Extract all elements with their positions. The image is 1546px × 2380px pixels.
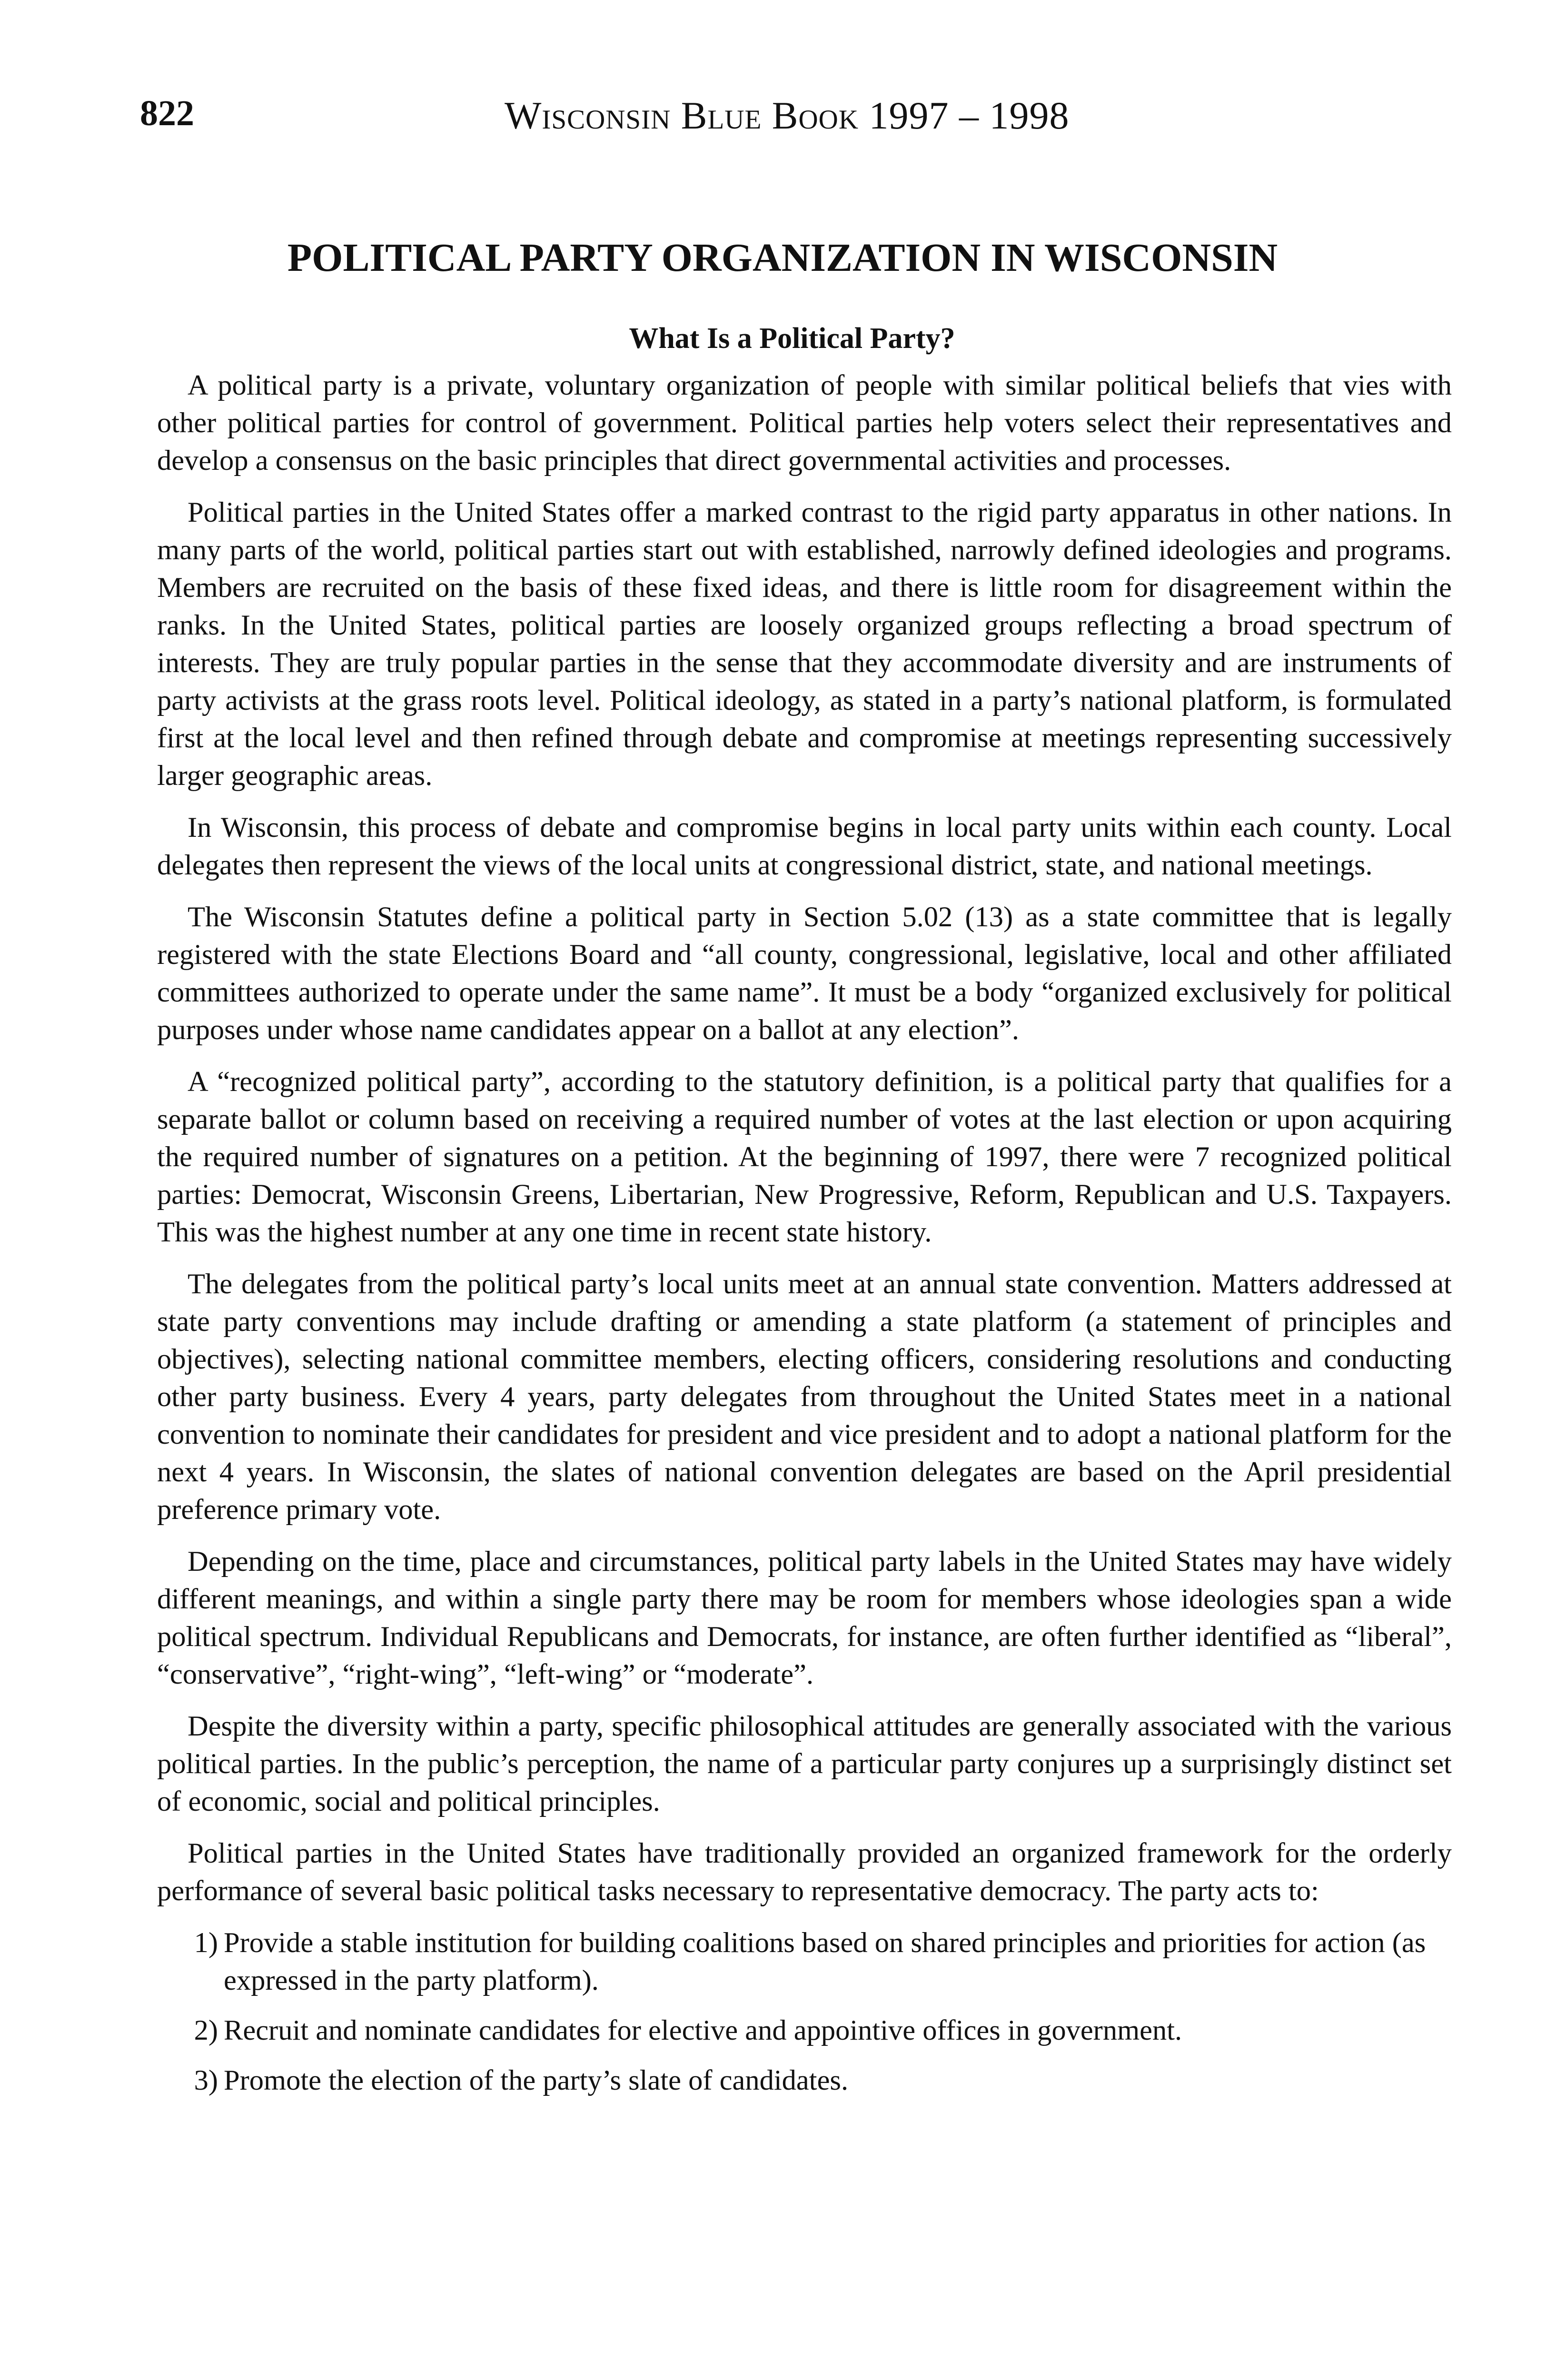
running-head-years: 1997 – 1998 (869, 94, 1070, 137)
running-head-lue: lue (707, 94, 762, 137)
running-head-b2: B (772, 94, 799, 137)
running-head (505, 96, 1070, 135)
running-head-isconsin: isconsin (542, 94, 671, 137)
paragraph: Political parties in the United States have traditionally provided an organized framework for the orderly performance of several basic political tasks necessary to representative democracy. The party acts to: (157, 1837, 1452, 1907)
list-item-number: 1) (194, 1927, 218, 1959)
section-subtitle: What Is a Political Party? (629, 322, 955, 355)
party-functions-list (157, 1924, 1452, 2099)
list-item-number: 2) (194, 2014, 218, 2046)
paragraph: A “recognized political party”, according to the statutory definition, is a political party that qualifies for a separate ballot or column based on receiving a required number of votes at the last election or upon acquiring the required number of signatures on a petition. At the beginning of 1997, there were 7 recognized political parties: Democrat, Wisconsin Greens, Libertarian, New Progressive, Reform, Republican and U.S. Taxpayers. This was the highest number at any one time in recent state history. (157, 1066, 1452, 1248)
list-item (157, 1924, 1452, 1999)
list-item-text: Provide a stable institution for building coalitions based on shared principles and priorities for action (as expressed in the party platform). (224, 1927, 1426, 1996)
page-title: POLITICAL PARTY ORGANIZATION IN WISCONSIN (287, 236, 1278, 280)
page-number: 822 (140, 93, 194, 133)
list-item-number: 3) (194, 2064, 218, 2096)
running-head-w: W (505, 94, 542, 137)
list-item (157, 2062, 1452, 2099)
paragraph: Despite the diversity within a party, specific philosophical attitudes are generally associated with the various political parties. In the public’s perception, the name of a particular party conjures up a surprisingly distinct set of economic, social and political principles. (157, 1710, 1452, 1817)
paragraph: Political parties in the United States offer a marked contrast to the rigid party apparatus in other nations. In many parts of the world, political parties start out with established, narrowly defined ideologies and programs. Members are recruited on the basis of these fixed ideas, and there is little room for disagreement within the ranks. In the United States, political parties are loosely organized groups reflecting a broad spectrum of interests. They are truly popular parties in the sense that they accommodate diversity and are instruments of party activists at the grass roots level. Political ideology, as stated in a party’s national platform, is formulated first at the local level and then refined through debate and compromise at meetings representing successively larger geographic areas. (157, 496, 1452, 792)
paragraph: A political party is a private, voluntary organization of people with similar political beliefs that vies with other political parties for control of government. Political parties help voters select their representatives and develop a consensus on the basic principles that direct governmental activities and processes. (157, 369, 1452, 476)
running-head-b: B (681, 94, 708, 137)
running-head-ook: ook (798, 94, 859, 137)
paragraph: The Wisconsin Statutes define a political party in Section 5.02 (13) as a state committee that is legally registered with the state Elections Board and “all county, congressional, legislative, local and other affiliated committees authorized to operate under the same name”. It must be a body “organized exclusively for political purposes under whose name candidates appear on a ballot at any election”. (157, 901, 1452, 1046)
paragraph: Depending on the time, place and circumstances, political party labels in the United States may have widely different meanings, and within a single party there may be room for members whose ideologies span a wide political spectrum. Individual Republicans and Democrats, for instance, are often further identified as “liberal”, “conservative”, “right-wing”, “left-wing” or “moderate”. (157, 1546, 1452, 1690)
list-item (157, 2012, 1452, 2049)
list-item-text: Promote the election of the party’s slate of candidates. (224, 2064, 849, 2096)
paragraph: In Wisconsin, this process of debate and compromise begins in local party units within each county. Local delegates then represent the views of the local units at congressional district, state, and national meetings. (157, 812, 1452, 881)
list-item-text: Recruit and nominate candidates for elective and appointive offices in government. (224, 2014, 1182, 2046)
paragraph: The delegates from the political party’s local units meet at an annual state convention. Matters addressed at state party conventions may include drafting or amending a state platform (a statement of principles and objectives), selecting national committee members, electing officers, considering resolutions and conducting other party business. Every 4 years, party delegates from throughout the United States meet in a national convention to nominate their candidates for president and vice president and to adopt a national platform for the next 4 years. In Wisconsin, the slates of national convention delegates are based on the April presidential preference primary vote. (157, 1268, 1452, 1526)
body-text (157, 367, 1452, 2112)
